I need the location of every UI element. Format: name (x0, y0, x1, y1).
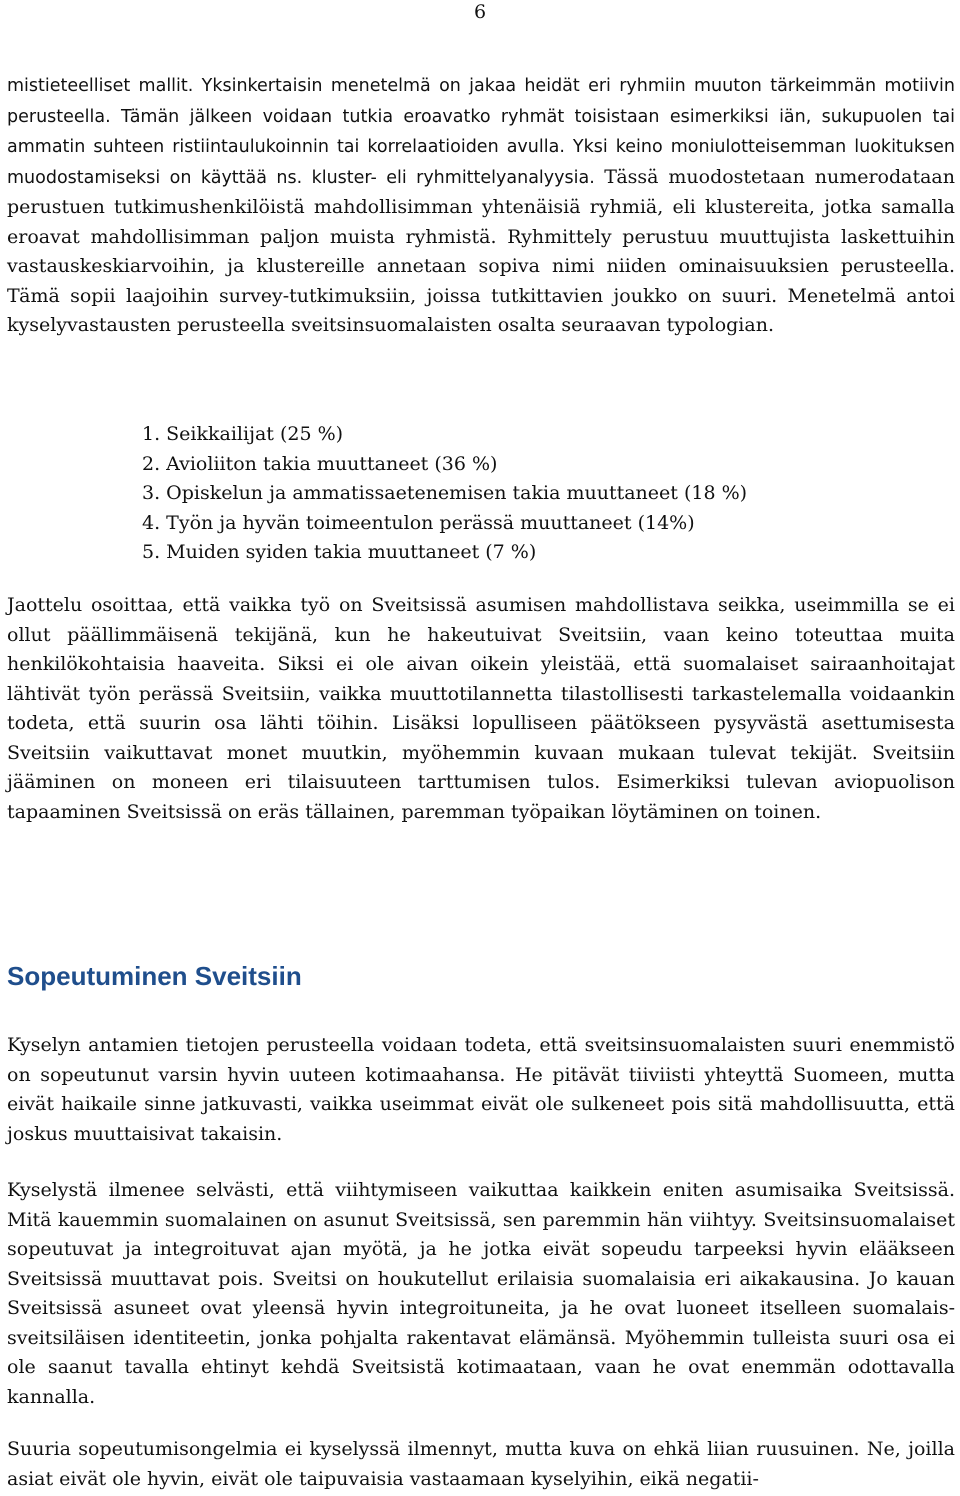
typology-item-5: 5. Muiden syiden takia muuttaneet (7 %) (142, 541, 537, 563)
typology-item-4: 4. Työn ja hyvän toimeentulon perässä muuttaneet (14%) (142, 511, 695, 534)
paragraph-typology-interpretation: Jaottelu osoittaa, että vaikka työ on Sveitsissä asumisen mahdollistava seikka, useimmilla se ei ollut päällimmäisenä tekijänä, kun he hakeutuivat Sveitsiin, vaan keino toteuttaa muita henkilökohtaisia haaveita. Siksi ei ole aivan oikein yleistää, että suomalaiset sairaanhoitajat lähtivät työn perässä Sveitsiin, vaikka muuttotilannetta tilastollisesti tarkastelemalla voidaankin todeta, että suurin osa lähti töihin. Lisäksi lopulliseen päätökseen pysyvästä asettumisesta Sveitsiin vaikuttavat monet muutkin, myöhemmin kuvaan mukaan tulevat tekijät. Sveitsiin jääminen on moneen eri tilaisuuteen tarttumisen tulos. Esimerkiksi tulevan aviopuolison tapaaminen Sveitsissä on eräs tällainen, paremman työpaikan löytäminen on toinen. (7, 594, 955, 823)
typology-item-2: 2. Avioliiton takia muuttaneet (36 %) (142, 452, 498, 475)
paragraph-adaptation-summary: Kyselyn antamien tietojen perusteella voidaan todeta, että sveitsinsuomalaisten suuri enemmistö on sopeutunut varsin hyvin uuteen kotimaahansa. He pitävät tiiviisti yhteyttä Suomeen, mutta eivät haikaile sinne jatkuvasti, vaikka useimmat eivät ole sulkeneet pois sitä mahdollisuutta, että joskus muuttaisivat takaisin. (7, 1034, 955, 1145)
typology-item-1: 1. Seikkailijat (25 %) (142, 423, 344, 445)
typology-list (142, 420, 747, 568)
page-number: 6 (473, 1, 487, 23)
paragraph-methods-serif-part: Tässä muodostetaan numerodataan perustuen tutkimushenkilöistä mahdollisimman yhtenäisiä ryhmiä, eli klustereita, jotka samalla eroavat mahdollisimman paljon muista ryhmistä. Ryhmittely perustuu muuttujista laskettuihin vastauskeskiarvoihin, ja klustereille annetaan sopiva nimi niiden ominaisuuksien perusteella. Tämä sopii laajoihin survey-tutkimuksiin, joissa tutkittavien joukko on suuri. Menetelmä antoi kyselyvastausten perusteella sveitsinsuomalaisten osalta seuraavan typologian. (7, 165, 955, 336)
typology-item-3: 3. Opiskelun ja ammatissaetenemisen takia muuttaneet (18 %) (142, 482, 748, 504)
paragraph-adaptation-problems: Suuria sopeutumisongelmia ei kyselyssä ilmennyt, mutta kuva on ehkä liian ruusuinen. Ne, joilla asiat eivät ole hyvin, eivät ole taipuvaisia vastaamaan kyselyihin, eikä negatii- (7, 1438, 955, 1490)
paragraph-methods (7, 71, 955, 341)
paragraph-residence-time: Kyselystä ilmenee selvästi, että viihtymiseen vaikuttaa kaikkein eniten asumisaika Sveitsissä. Mitä kauemmin suomalainen on asunut Sveitsissä, sen paremmin hän viihtyy. Sveitsinsuomalaiset sopeutuvat ja integroituvat ajan myötä, ja he jotka eivät sopeudu tarpeeksi hyvin elääkseen Sveitsissä muuttavat pois. Sveitsi on houkutellut erilaisia suomalaisia eri aikakausina. Jo kauan Sveitsissä asuneet ovat yleensä hyvin integroituneita, ja he ovat luoneet itselleen suomalais-sveitsiläisen identiteetin, jonka pohjalta rakentavat elämänsä. Myöhemmin tulleista suuri osa ei ole saanut tavalla ehtinyt kehdä Sveitsistä kotimaataan, vaan he ovat enemmän odottavalla kannalla. (7, 1179, 955, 1408)
section-heading: Sopeutuminen Sveitsiin (7, 961, 302, 991)
paragraph-methods-sans-part: mistieteelliset mallit. Yksinkertaisin menetelmä on jakaa heidät eri ryhmiin muuton tärkeimmän motiivin perusteella. Tämän jälkeen voidaan tutkia eroavatko ryhmät toisistaan esimerkiksi iän, sukupuolen tai ammatin suhteen ristiintaulukoinnin tai korrelaatioiden avulla. Yksi keino moniulotteisemman luokituksen muodostamiseksi on käyttää ns. kluster- eli ryhmittelyanalyysia. (7, 76, 955, 188)
